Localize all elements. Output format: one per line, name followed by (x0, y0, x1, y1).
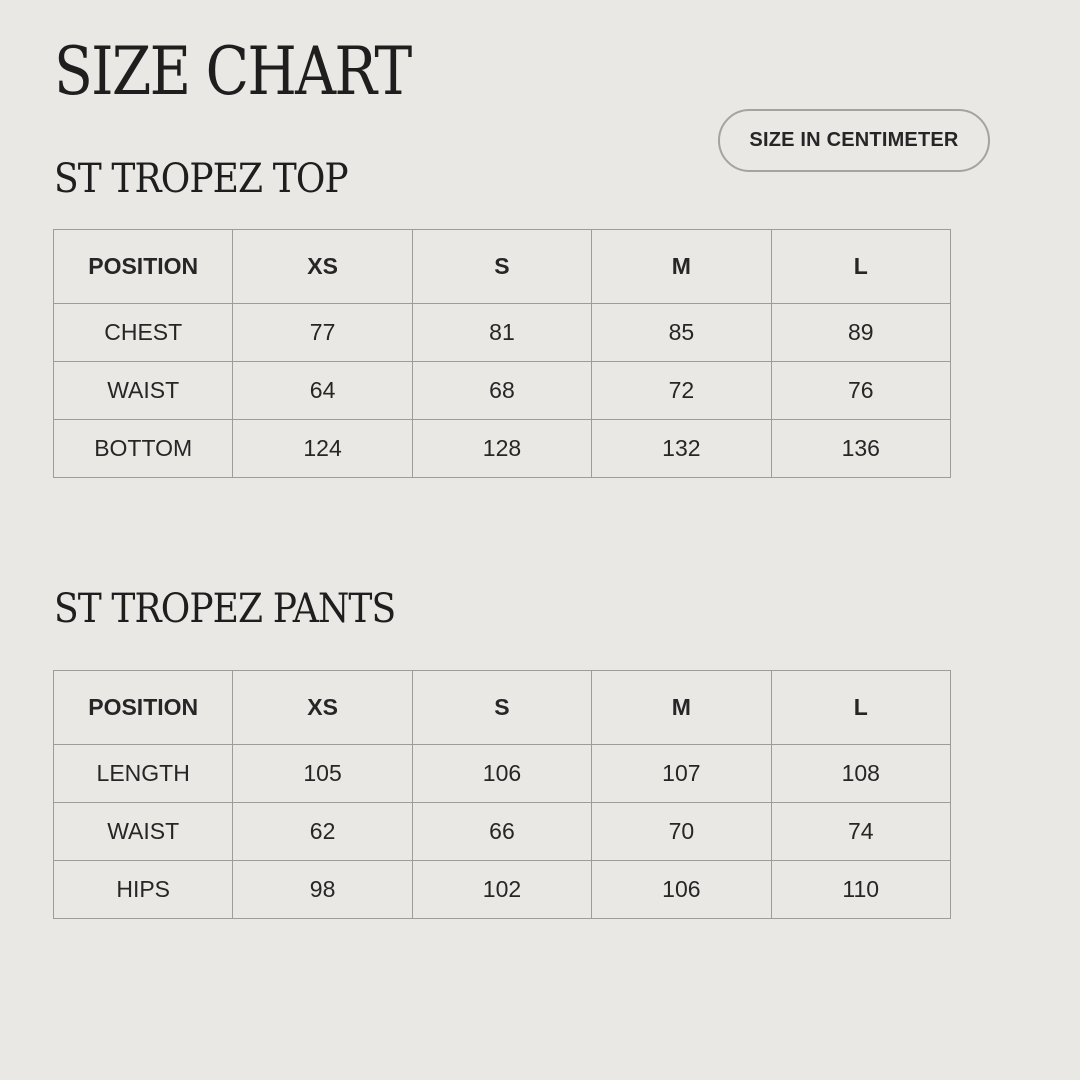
column-header: L (771, 230, 950, 304)
table-row (54, 803, 951, 861)
row-label: LENGTH (54, 745, 233, 803)
unit-badge: SIZE IN CENTIMETER (718, 109, 990, 172)
size-table-pants (53, 670, 951, 919)
table-cell: 81 (412, 304, 591, 362)
table-header-row (54, 230, 951, 304)
column-header: XS (233, 671, 412, 745)
table-cell: 98 (233, 861, 412, 919)
table-cell: 106 (592, 861, 771, 919)
section-title-pants: ST TROPEZ PANTS (54, 586, 396, 632)
section-title-top: ST TROPEZ TOP (54, 156, 348, 202)
column-header: M (592, 671, 771, 745)
column-header: POSITION (54, 230, 233, 304)
row-label: CHEST (54, 304, 233, 362)
column-header: L (771, 671, 950, 745)
table-cell: 76 (771, 362, 950, 420)
table-cell: 102 (412, 861, 591, 919)
table-cell: 68 (412, 362, 591, 420)
column-header: S (412, 671, 591, 745)
table-cell: 105 (233, 745, 412, 803)
row-label: WAIST (54, 803, 233, 861)
column-header: XS (233, 230, 412, 304)
table-cell: 66 (412, 803, 591, 861)
table-cell: 70 (592, 803, 771, 861)
table-cell: 89 (771, 304, 950, 362)
table-cell: 108 (771, 745, 950, 803)
column-header: M (592, 230, 771, 304)
table-cell: 132 (592, 420, 771, 478)
table-cell: 77 (233, 304, 412, 362)
table-cell: 64 (233, 362, 412, 420)
table-cell: 124 (233, 420, 412, 478)
table-cell: 136 (771, 420, 950, 478)
row-label: HIPS (54, 861, 233, 919)
row-label: WAIST (54, 362, 233, 420)
column-header: POSITION (54, 671, 233, 745)
table-row (54, 420, 951, 478)
size-table-top (53, 229, 951, 478)
table-cell: 128 (412, 420, 591, 478)
table-cell: 106 (412, 745, 591, 803)
table-row (54, 745, 951, 803)
table-cell: 107 (592, 745, 771, 803)
table-row (54, 362, 951, 420)
table-cell: 110 (771, 861, 950, 919)
row-label: BOTTOM (54, 420, 233, 478)
table-row (54, 304, 951, 362)
table-cell: 74 (771, 803, 950, 861)
table-row (54, 861, 951, 919)
table-cell: 85 (592, 304, 771, 362)
table-cell: 72 (592, 362, 771, 420)
page-title: SIZE CHART (54, 33, 411, 110)
column-header: S (412, 230, 591, 304)
table-cell: 62 (233, 803, 412, 861)
table-header-row (54, 671, 951, 745)
